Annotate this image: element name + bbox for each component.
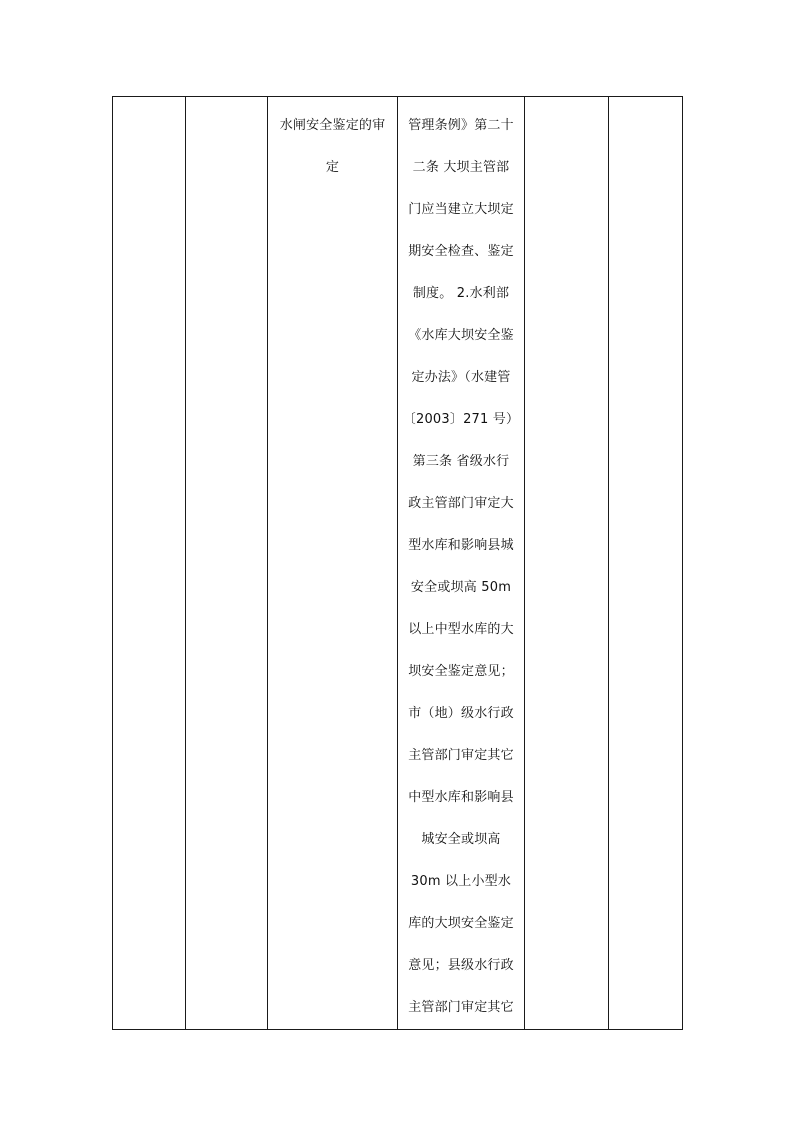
text-line: 主管部门审定其它: [408, 748, 514, 763]
text-line: 意见；县级水行政: [408, 958, 514, 973]
table-cell-2: [186, 97, 268, 1030]
text-line: 城安全或坝高: [421, 832, 501, 847]
table-row: [113, 97, 683, 1030]
item-name-lines: [268, 97, 397, 189]
text-line: 二条 大坝主管部: [412, 160, 510, 175]
text-line: 市（地）级水行政: [408, 706, 514, 721]
text-line: 〔2003〕271 号）: [402, 412, 520, 427]
text-line: 制度。 2.水利部: [412, 286, 510, 301]
text-line: 期安全检查、鉴定: [408, 244, 514, 259]
table-cell-legal-basis: [398, 97, 525, 1030]
regulation-table: [112, 96, 683, 1030]
text-line: 坝安全鉴定意见；: [408, 664, 514, 679]
text-line: 水闸安全鉴定的审: [279, 118, 386, 133]
table-cell-item-name: [268, 97, 398, 1030]
text-line: 定: [325, 160, 340, 175]
text-line: 定办法》（水建管: [411, 370, 511, 385]
text-line: 管理条例》第二十: [408, 118, 514, 133]
text-line: 库的大坝安全鉴定: [408, 916, 514, 931]
text-line: 安全或坝高 50m: [410, 580, 512, 595]
text-line: 门应当建立大坝定: [408, 202, 514, 217]
table-cell-5: [525, 97, 609, 1030]
text-line: 型水库和影响县城: [408, 538, 514, 553]
text-line: 30m 以上小型水: [410, 874, 512, 889]
text-line: 以上中型水库的大: [408, 622, 514, 637]
table-cell-1: [113, 97, 186, 1030]
legal-basis-lines: [398, 97, 524, 1029]
text-line: 主管部门审定其它: [408, 1000, 514, 1015]
text-line: 中型水库和影响县: [408, 790, 514, 805]
table-cell-6: [609, 97, 683, 1030]
text-line: 《水库大坝安全鉴: [408, 328, 514, 343]
text-line: 政主管部门审定大: [408, 496, 514, 511]
text-line: 第三条 省级水行: [412, 454, 510, 469]
